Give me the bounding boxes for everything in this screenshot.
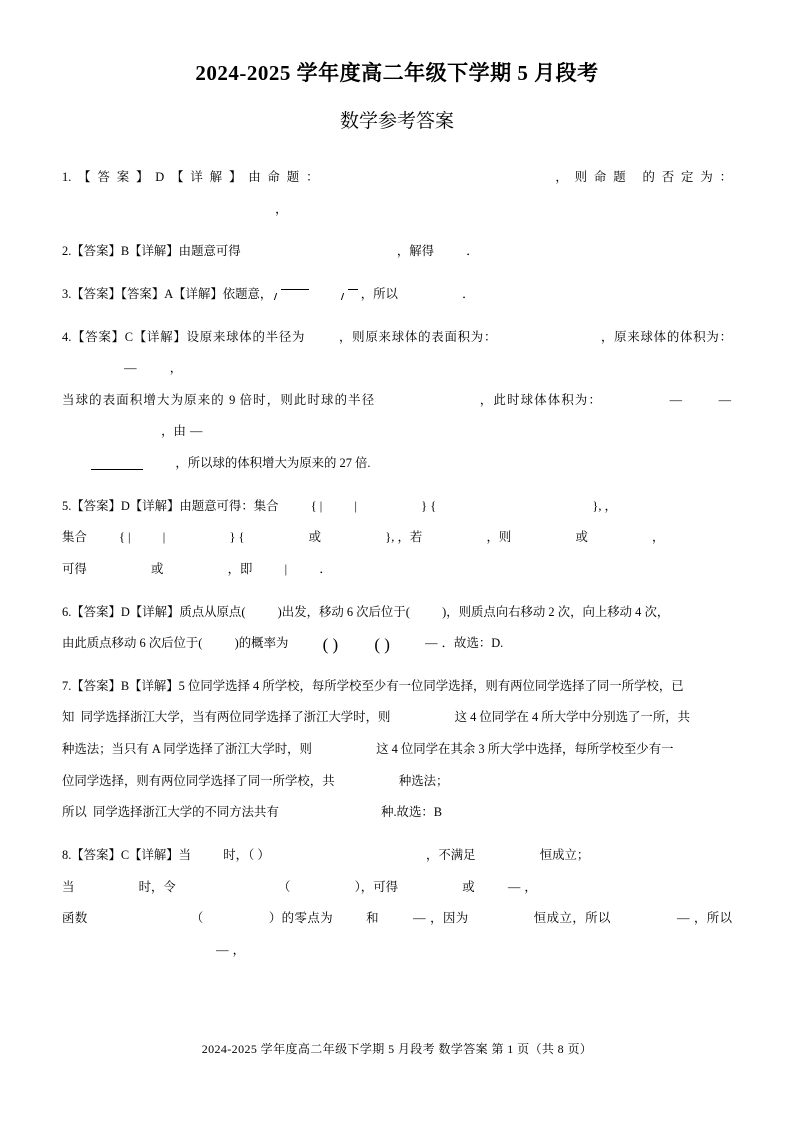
- set-brace: },: [592, 498, 602, 513]
- math-blank: —: [718, 392, 731, 407]
- answer-item-5-cont2: [62, 554, 732, 586]
- answer-1-seg-2: ，则命题 的否定为：: [555, 170, 732, 184]
- answer-8-l2: [62, 872, 732, 904]
- math-blank: —: [507, 879, 521, 894]
- answer-5-seg-6: ，则: [486, 530, 512, 545]
- answer-8-seg-18: ，: [232, 942, 245, 957]
- answer-8-seg-7: （: [278, 879, 291, 894]
- answer-3-seg-3: ．: [462, 286, 475, 301]
- answer-8-seg-6: 时，令: [138, 879, 176, 894]
- answer-4-seg-4: ，: [169, 361, 183, 376]
- radical-symbol: [342, 288, 358, 302]
- answer-5-seg-12: ．: [319, 561, 332, 576]
- answer-4-seg-1: 4.【答案】C【详解】设原来球体的半径为: [62, 329, 306, 344]
- answer-3-seg-2: ，所以: [360, 286, 398, 301]
- set-brace: } {: [421, 498, 437, 513]
- math-blank: —: [669, 392, 683, 407]
- answer-8-l3: [62, 903, 732, 966]
- set-brace: { |: [310, 498, 323, 513]
- answer-item-7-l2: [62, 702, 732, 734]
- answer-item-6: [62, 597, 732, 629]
- answer-5-seg-9: 可得: [62, 561, 87, 576]
- answer-6-seg-2: )出发，移动 6 次后位于(: [277, 604, 410, 619]
- answer-item-4: [62, 322, 732, 385]
- answer-5-seg-7: 或: [575, 530, 588, 545]
- answer-5-seg-5: ，若: [397, 530, 423, 545]
- answer-item-4-cont: [62, 385, 732, 448]
- answer-item-1: [62, 162, 732, 225]
- answer-6-seg-4: 由此质点移动 6 次后位于(: [62, 636, 203, 651]
- answer-7-seg-5: 这 4 位同学在其余 3 所大学中选择，每所学校至少有一: [376, 742, 674, 756]
- answer-8-seg-12: （: [190, 911, 204, 926]
- answer-7-l3: [62, 734, 732, 766]
- answer-8-seg-4: 恒成立；: [539, 847, 590, 862]
- set-bar: |: [284, 561, 288, 576]
- answer-7-seg-2: 知 同学选择浙江大学，当有两位同学选择了浙江大学时，则: [62, 710, 391, 725]
- answer-4-seg-7: ，由: [161, 424, 186, 439]
- answer-6-seg-3: )，则质点向右移动 2 次，向上移动 4 次，: [442, 604, 670, 619]
- page-title: 2024-2025 学年度高二年级下学期 5 月段考: [195, 61, 599, 85]
- set-bar: |: [162, 530, 166, 545]
- answer-item-8: [62, 840, 732, 872]
- answer-7-seg-9: 种.故选：B: [381, 805, 442, 820]
- answer-8-seg-14: 和: [366, 911, 380, 926]
- answer-7-l4: [62, 766, 732, 798]
- set-brace: } {: [229, 530, 245, 545]
- answer-2-seg-1: 2.【答案】B【详解】由题意可得: [62, 244, 241, 259]
- answer-8-seg-13: ）的零点为: [268, 911, 334, 926]
- answer-item-7: [62, 671, 732, 703]
- answer-item-5-cont: [62, 522, 732, 554]
- answer-item-5: [62, 491, 732, 523]
- math-blank: —: [425, 636, 438, 651]
- radical-symbol: [275, 288, 309, 302]
- answer-1-seg-1: 1.【答案】D【详解】由命题：: [62, 170, 326, 184]
- answer-5-seg-8: ，: [652, 530, 665, 545]
- answer-8-seg-3: ，不满足: [425, 847, 476, 862]
- answer-3-seg-1: 3.【答案】【答案】A【详解】依题意，: [62, 286, 273, 301]
- answer-5-seg-2: ，: [604, 498, 617, 513]
- math-blank: —: [124, 361, 137, 376]
- answer-8-seg-11: 函数: [62, 911, 88, 926]
- answer-5-seg-3: 集合: [62, 530, 87, 545]
- answer-5-seg-1: 5.【答案】D【详解】由题意可得：集合: [62, 498, 279, 513]
- answer-6-seg-5: )的概率为: [234, 636, 289, 651]
- answer-item-3: [62, 279, 732, 311]
- answer-8-seg-2: 时，（ ）: [223, 847, 270, 862]
- answer-4-seg-2: ，则原来球体的表面积为：: [339, 329, 498, 344]
- fraction-bar: [91, 459, 143, 470]
- page-subtitle: 数学参考答案: [339, 110, 454, 132]
- math-paren: ( ): [322, 634, 339, 654]
- answer-7-seg-7: 种选法；: [398, 773, 449, 788]
- answer-5-seg-10: 或: [151, 561, 164, 576]
- answer-7-seg-8: 所以 同学选择浙江大学的不同方法共有: [62, 805, 279, 820]
- answer-2-seg-2: ，解得: [396, 244, 435, 259]
- answer-7-seg-4: 种选法；当只有 A 同学选择了浙江大学时，则: [62, 742, 312, 756]
- answer-4-seg-3: ，原来球体的体积为：: [600, 329, 732, 344]
- answer-item-4-cont2: [62, 448, 732, 480]
- answer-8-seg-1: 8.【答案】C【详解】当: [62, 847, 192, 862]
- answer-item-2: [62, 236, 732, 268]
- answer-7-seg-6: 位同学选择，则有两位同学选择了同一所学校，共: [62, 773, 335, 788]
- answer-7-seg-3: 这 4 位同学在 4 所大学中分别选了一所，共: [454, 710, 690, 725]
- answer-4-seg-8: ，所以球的体积增大为原来的 27 倍.: [175, 456, 371, 470]
- answer-8-seg-15: ，因为: [430, 911, 469, 926]
- math-blank: —: [216, 942, 229, 957]
- answer-2-seg-3: ．: [466, 244, 479, 259]
- set-brace: { |: [119, 530, 131, 545]
- answer-6-seg-1: 6.【答案】D【详解】质点从原点(: [62, 604, 246, 619]
- answer-1-seg-3: ，: [275, 201, 288, 216]
- answers-body: [62, 162, 732, 966]
- math-paren: ( ): [374, 634, 390, 654]
- set-brace: },: [385, 530, 395, 545]
- answer-8-seg-5: 当: [62, 879, 75, 894]
- answer-item-6-cont: [62, 628, 732, 660]
- answer-6-seg-6: ．故选：D.: [441, 636, 504, 651]
- answer-7-l5: [62, 797, 732, 829]
- set-bar: |: [354, 498, 357, 513]
- math-blank: —: [190, 424, 203, 439]
- math-blank: —: [413, 911, 426, 926]
- answer-8-seg-16: 恒成立，所以: [533, 911, 611, 926]
- page-footer: 2024-2025 学年度高二年级下学期 5 月段考 数学答案 第 1 页（共 8 页）: [201, 1042, 593, 1056]
- answer-5-seg-4: 或: [308, 530, 322, 545]
- answer-8-seg-10: ，: [524, 879, 537, 894]
- answer-4-seg-6: ，此时球体体积为：: [479, 392, 603, 407]
- answer-8-seg-17: ，所以: [693, 911, 733, 926]
- answer-7-seg-1: 7.【答案】B【详解】5 位同学选择 4 所学校，每所学校至少有一位同学选择，则有两位同学选择了同一所学校，已: [62, 678, 684, 693]
- answer-8-seg-9: 或: [462, 879, 475, 894]
- answer-4-seg-5: 当球的表面积增大为原来的 9 倍时，则此时球的半径: [62, 392, 376, 407]
- answer-5-seg-11: ，即: [227, 561, 253, 576]
- answer-8-seg-8: ），可得: [354, 879, 398, 894]
- math-blank: —: [676, 911, 690, 926]
